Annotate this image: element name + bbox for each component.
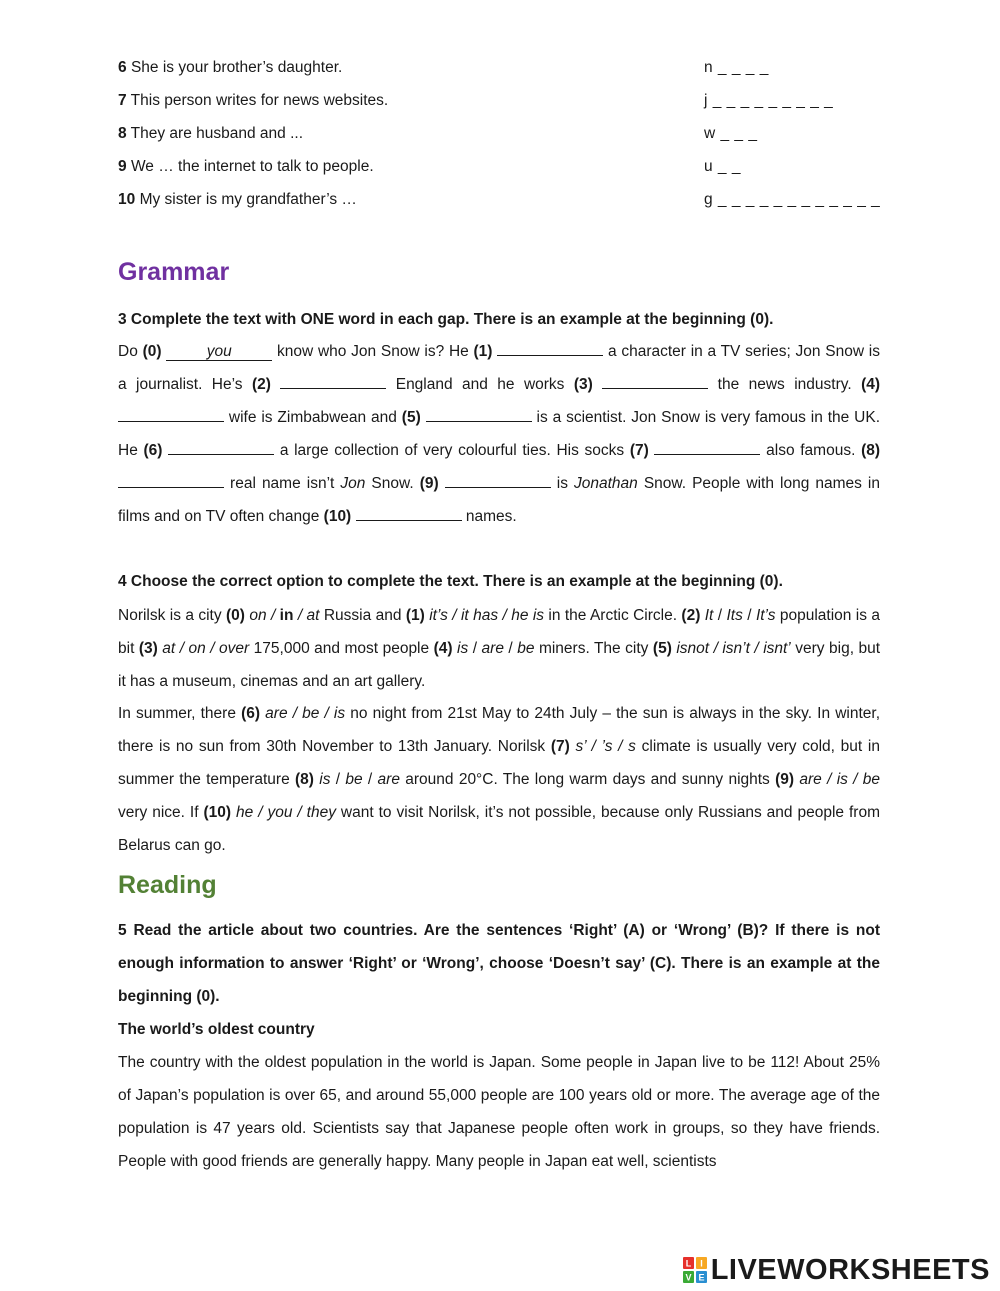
example-answer: in (279, 607, 294, 624)
option-set[interactable]: Its (726, 607, 743, 624)
answer-gap-7[interactable] (654, 454, 760, 455)
option-set[interactable]: are / is / be (794, 771, 881, 788)
option-set[interactable]: / at (293, 607, 320, 624)
liveworksheets-logo (683, 1254, 990, 1286)
gap-label: (4) (861, 376, 881, 393)
vocab-clue: This person writes for news websites. (130, 92, 389, 109)
answer-gap-9[interactable] (445, 487, 551, 488)
answer-gap-8[interactable] (118, 487, 224, 488)
vocab-row-8 (118, 122, 880, 146)
example-gap: you (166, 344, 272, 361)
answer-gap-3[interactable] (602, 388, 708, 389)
gap-label: (1) (473, 343, 493, 360)
svg-text:V: V (685, 1272, 692, 1283)
vocab-number: 8 (118, 125, 127, 142)
option-set[interactable]: it’s / it has / he is (424, 607, 545, 624)
svg-text:L: L (685, 1258, 691, 1269)
article-title: The world’s oldest country (118, 1021, 315, 1038)
svg-text:E: E (698, 1272, 705, 1283)
logo-text: LIVEWORKSHEETS (710, 1254, 990, 1286)
option-set[interactable]: s’ / ’s / s (569, 738, 636, 755)
vocab-clue: They are husband and ... (130, 125, 303, 142)
vocab-number: 9 (118, 158, 127, 175)
svg-text:I: I (699, 1258, 703, 1269)
answer-gap-4[interactable] (118, 421, 224, 422)
answer-gap-10[interactable] (356, 520, 462, 521)
gap-label: (7) (629, 442, 649, 459)
vocab-row-7 (118, 89, 880, 113)
answer-gap-1[interactable] (497, 355, 603, 356)
vocab-clue: We … the internet to talk to people. (130, 158, 374, 175)
option-set[interactable]: are (481, 640, 504, 657)
option-set[interactable]: isnot / isn’t / isnt’ (671, 640, 791, 657)
gap-label: (6) (143, 442, 163, 459)
gap-label: (2) (251, 376, 271, 393)
vocab-row-6 (118, 56, 880, 80)
exercise-4-paragraph-1: Norilsk is a city (0) on / in / at Russia and (1) it’s / it has / he is in the Arctic Circle. (2) It / Its / It’s population is a bit (3) at / on / over 175,000 and most people (4) is / are / be miners. The city (5) isnot / isn’t / isnt’ very big, but it has a museum, cinemas and an art gallery. (118, 607, 881, 690)
answer-gap-6[interactable] (168, 454, 274, 455)
gap-label: (3) (573, 376, 593, 393)
exercise-4-paragraph-2: In summer, there (6) are / be / is no night from 21st May to 24th July – the sun is always in the sky. In winter, there is no sun from 30th November to 13th January. Norilsk (7) s’ / ’s / s climate is usually very cold, but in summer the temperature (8) is / be / are around 20°C. The long warm days and sunny nights (9) are / is / be very nice. If (10) he / you / they want to visit Norilsk, it’s not possible, because only Russians and people from Belarus can go. (118, 705, 881, 854)
vocab-answer-pattern[interactable]: j _ _ _ _ _ _ _ _ _ (704, 92, 834, 109)
article-body: The country with the oldest population in the world is Japan. Some people in Japan live to be 112! About 25% of Japan’s population is over 65, and around 55,000 people are 100 years old or more. The average age of the population is 47 years old. Scientists say that Japanese people often work in groups, so they have friends. People with good friends are generally happy. Many people in Japan eat well, scientists (118, 1054, 880, 1170)
gap-label: (8) (861, 442, 881, 459)
option-set[interactable]: at / on / over (157, 640, 250, 657)
exercise-4-instruction: 4 Choose the correct option to complete the text. There is an example at the beginning (0). (118, 573, 783, 590)
gap-label: (0) (142, 343, 162, 360)
option-set[interactable]: is (452, 640, 469, 657)
answer-gap-2[interactable] (280, 388, 386, 389)
gap-label: (10) (323, 508, 352, 525)
option-set[interactable]: is (313, 771, 331, 788)
option-set[interactable]: It (700, 607, 714, 624)
option-set[interactable]: he / you / they (231, 804, 336, 821)
option-set[interactable]: be (517, 640, 535, 657)
option-set[interactable]: It’s (755, 607, 776, 624)
vocab-answer-pattern[interactable]: g _ _ _ _ _ _ _ _ _ _ _ _ (704, 191, 881, 208)
option-set[interactable]: on / (244, 607, 280, 624)
vocab-clue: She is your brother’s daughter. (130, 59, 343, 76)
logo-blocks-icon (683, 1257, 707, 1283)
vocab-number: 6 (118, 59, 127, 76)
grammar-heading: Grammar (118, 258, 230, 286)
exercise-3-instruction: 3 Complete the text with ONE word in each gap. There is an example at the beginning (0). (118, 311, 774, 328)
vocab-answer-pattern[interactable]: w _ _ _ (704, 125, 758, 142)
vocab-answer-pattern[interactable]: u _ _ (704, 158, 741, 175)
exercise-5-instruction: 5 Read the article about two countries. Are the sentences ‘Right’ (A) or ‘Wrong’ (B)? If there is not enough information to answer ‘Right’ or ‘Wrong’, choose ‘Doesn’t say’ (C). There is an example at the beginning (0). (118, 922, 880, 1005)
vocab-row-9 (118, 155, 880, 179)
option-set[interactable]: are (377, 771, 400, 788)
vocab-answer-pattern[interactable]: n _ _ _ _ (704, 59, 769, 76)
gap-label: (5) (401, 409, 421, 426)
exercise-3-text: Do (0) you know who Jon Snow is? He (1) a character in a TV series; Jon Snow is a journalist. He’s (2) England and he works (3) the news industry. (4) wife is Zimbabwean and (5) is a scientist. Jon Snow is very famous in the UK. He (6) a large collection of very colourful ties. His socks (7) also famous. (8) real name isn’t Jon Snow. (9) is Jonathan Snow. People with long names in films and on TV often change (10) names. (118, 343, 881, 525)
vocab-number: 10 (118, 191, 136, 208)
reading-heading: Reading (118, 871, 217, 899)
gap-label: (9) (419, 475, 439, 492)
vocab-number: 7 (118, 92, 127, 109)
answer-gap-5[interactable] (426, 421, 532, 422)
option-set[interactable]: be (345, 771, 363, 788)
option-set[interactable]: are / be / is (260, 705, 346, 722)
vocab-row-10 (118, 188, 880, 212)
vocab-clue: My sister is my grandfather’s … (139, 191, 357, 208)
